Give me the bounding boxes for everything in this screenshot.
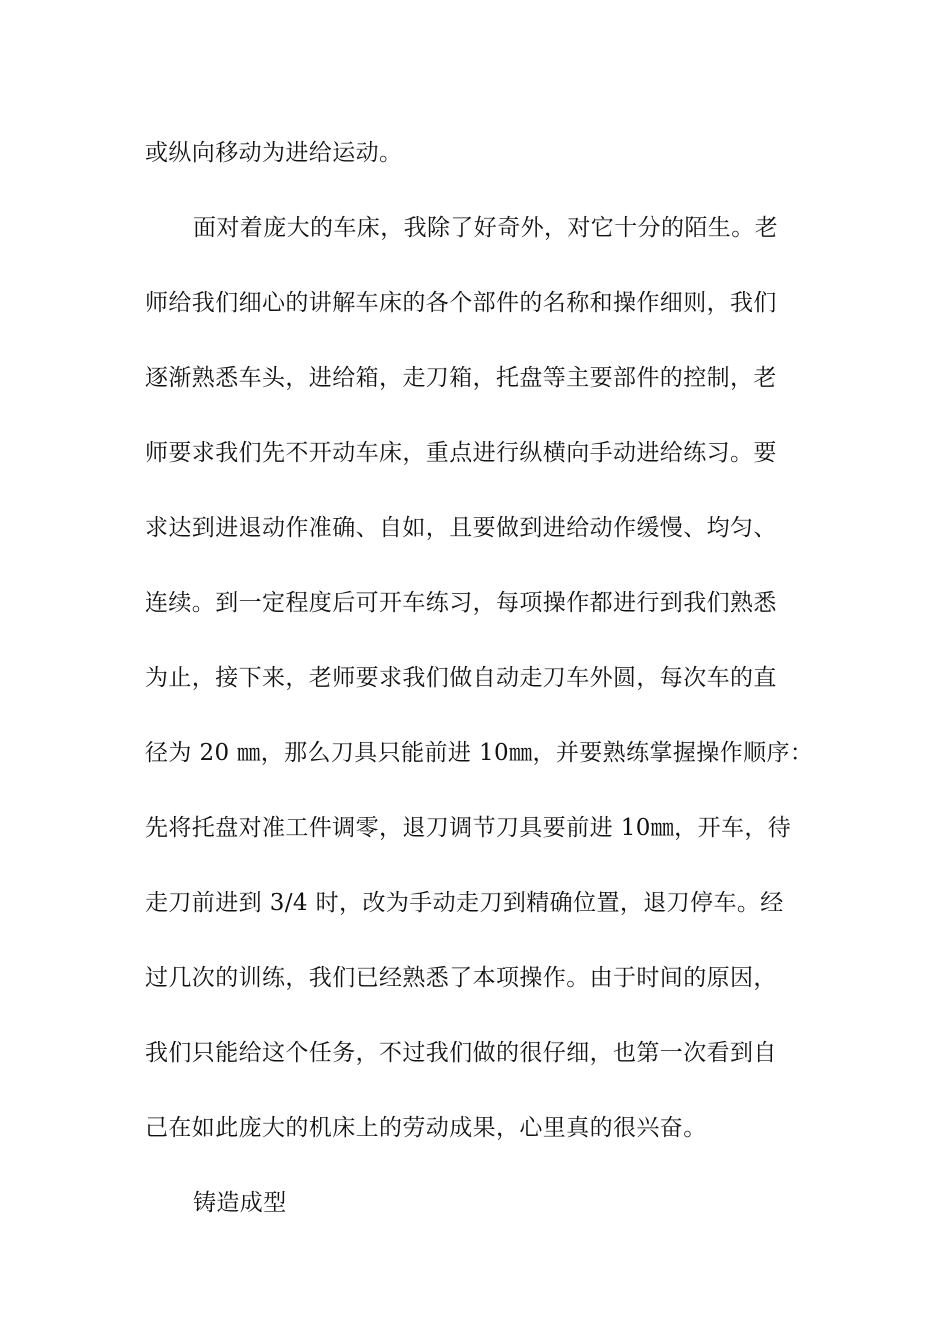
text-line-1: 或纵向移动为进给运动。 [145, 140, 403, 166]
text-line-9: 径为 20 ㎜，那么刀具只能前进 10㎜，并要熟练掌握操作顺序： [145, 740, 814, 766]
text-line-4: 逐渐熟悉车头，进给箱，走刀箱，托盘等主要部件的控制，老 [145, 365, 777, 391]
text-line-7: 连续。到一定程度后可开车练习，每项操作都进行到我们熟悉 [145, 590, 777, 616]
text-line-3: 师给我们细心的讲解车床的各个部件的名称和操作细则，我们 [145, 290, 777, 316]
text-line-13: 我们只能给这个任务，不过我们做的很仔细，也第一次看到自 [145, 1040, 777, 1066]
text-line-14: 己在如此庞大的机床上的劳动成果，心里真的很兴奋。 [145, 1115, 707, 1141]
section-heading: 铸造成型 [193, 1190, 287, 1216]
paragraph-start-line: 面对着庞大的车床，我除了好奇外，对它十分的陌生。老 [193, 215, 778, 241]
text-line-5: 师要求我们先不开动车床，重点进行纵横向手动进给练习。要 [145, 440, 777, 466]
text-line-10: 先将托盘对准工件调零，退刀调节刀具要前进 10㎜，开车，待 [145, 815, 792, 841]
text-line-11: 走刀前进到 3/4 时，改为手动走刀到精确位置，退刀停车。经 [145, 890, 784, 916]
text-line-6: 求达到进退动作准确、自如，且要做到进给动作缓慢、均匀、 [145, 515, 777, 541]
text-line-8: 为止，接下来，老师要求我们做自动走刀车外圆，每次车的直 [145, 665, 777, 691]
text-line-12: 过几次的训练，我们已经熟悉了本项操作。由于时间的原因， [145, 965, 777, 991]
